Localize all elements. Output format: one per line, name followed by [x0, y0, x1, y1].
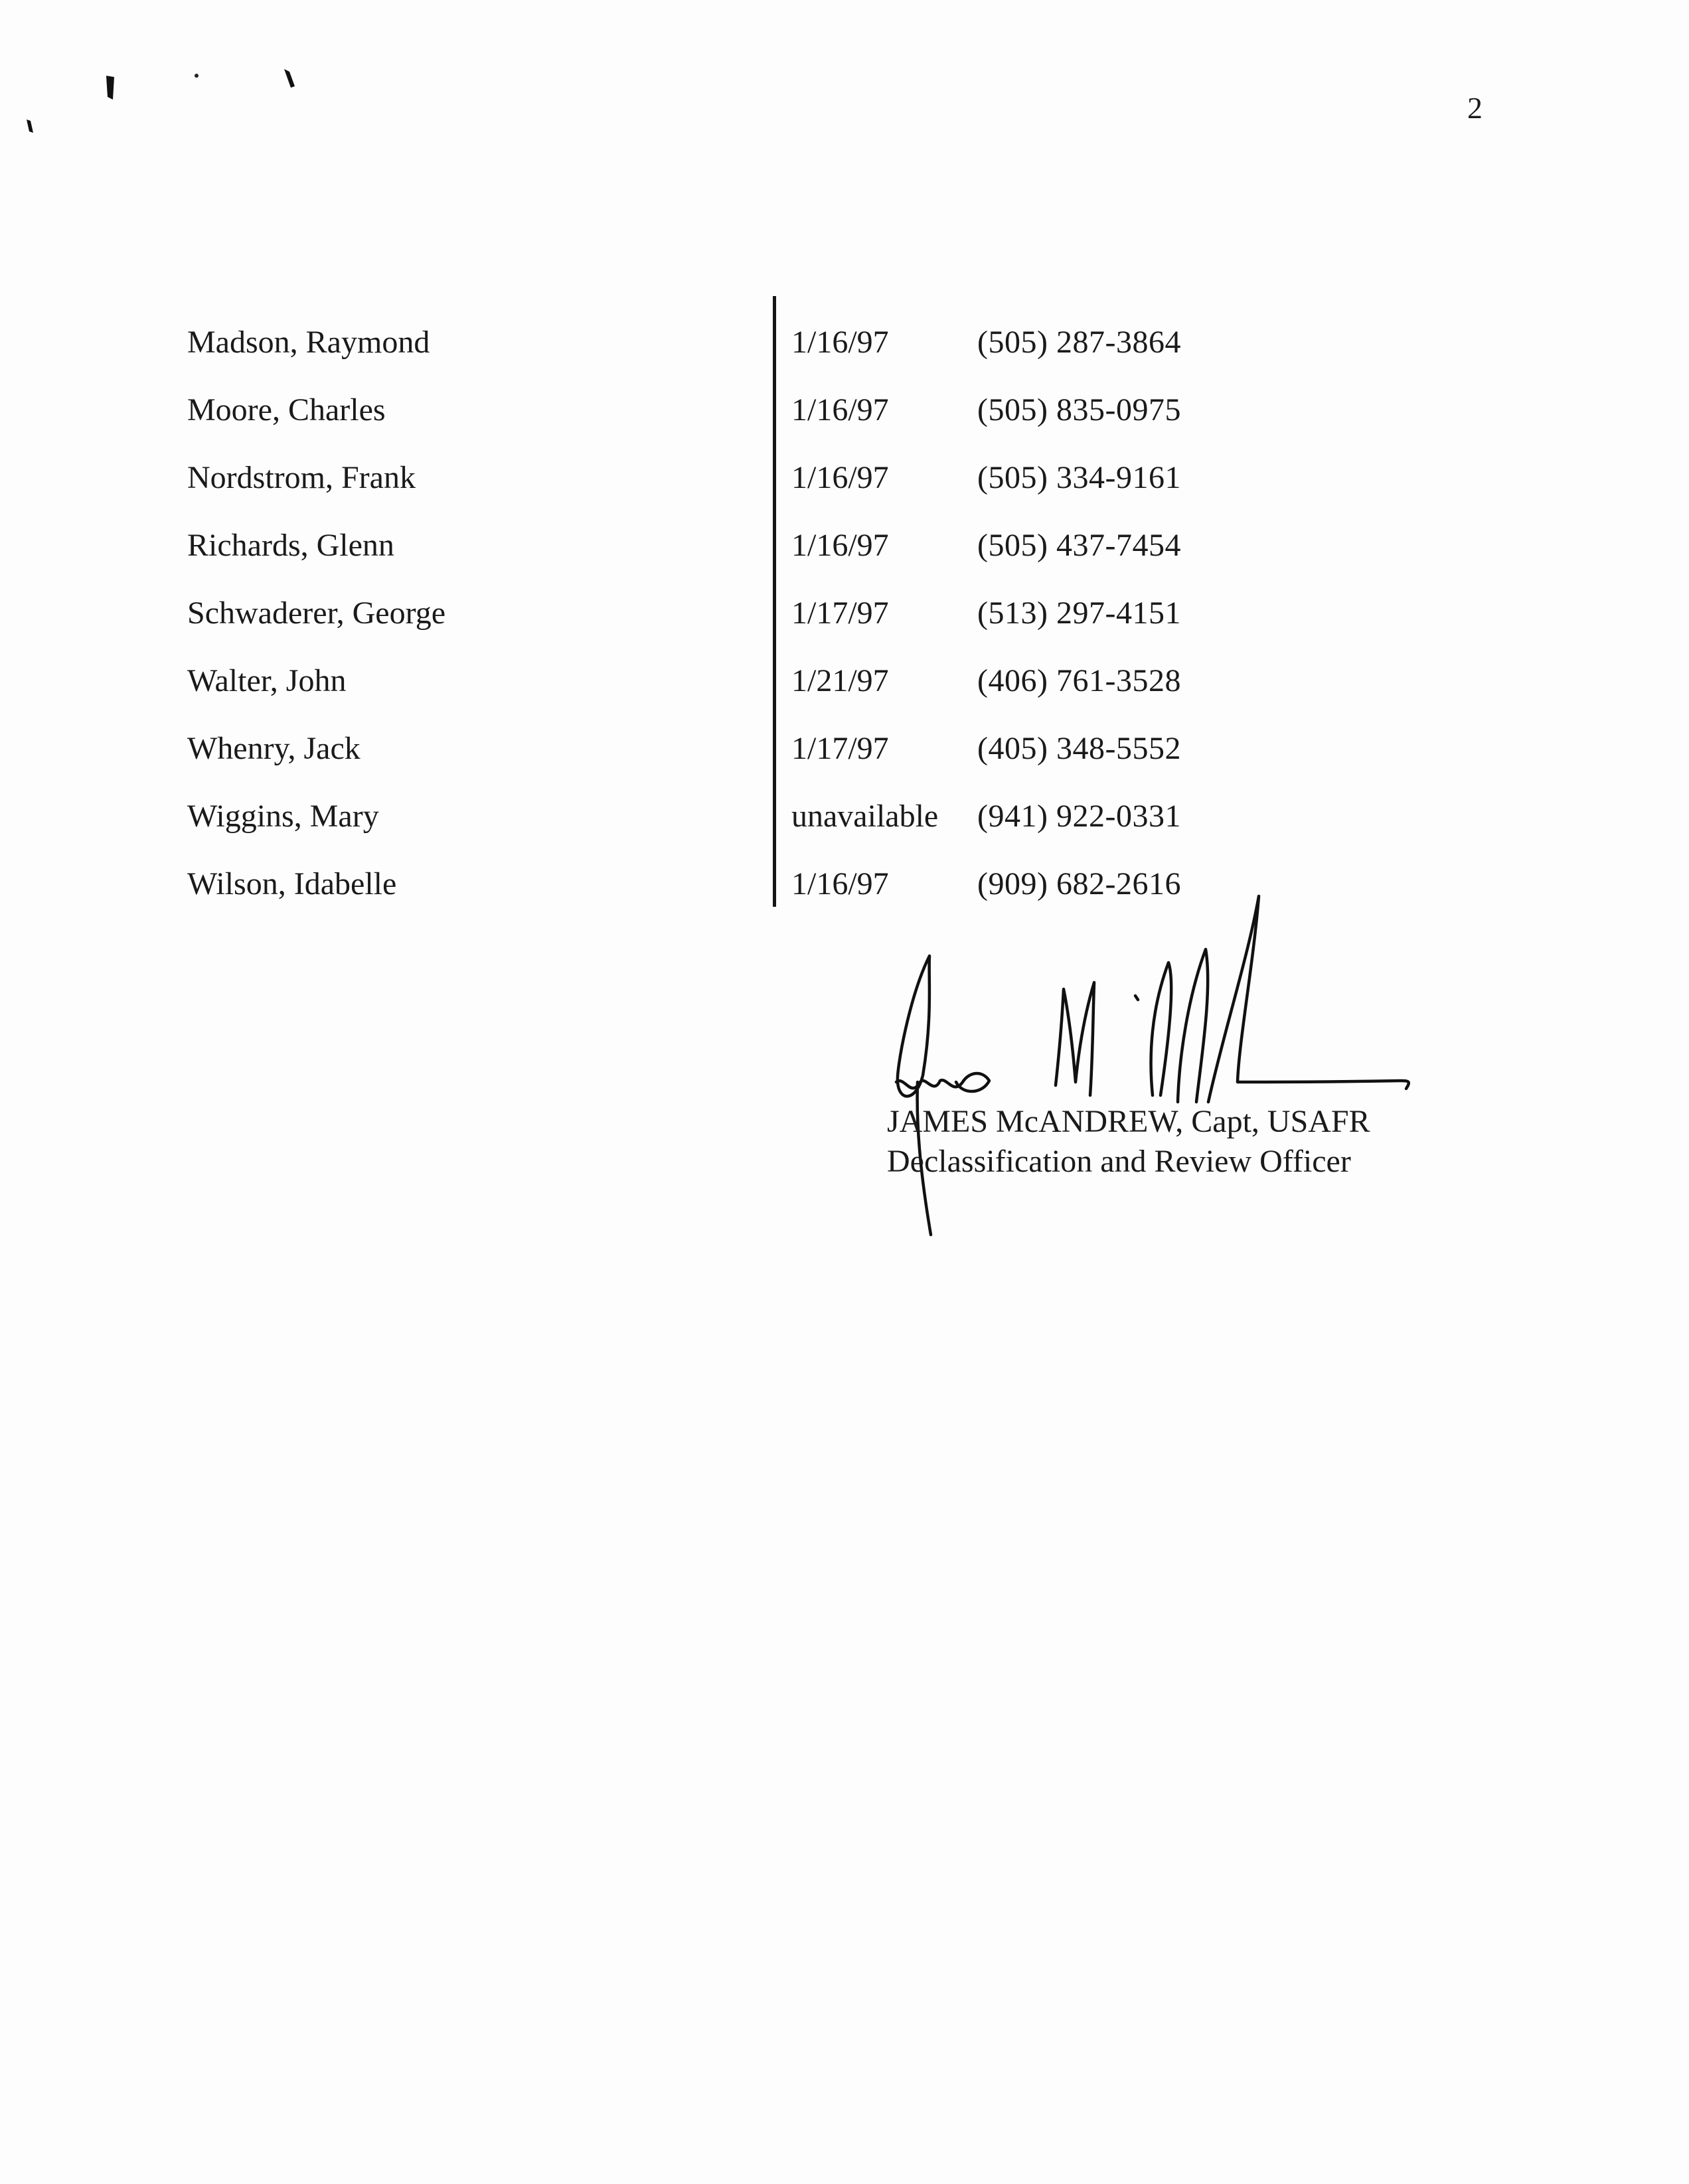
- contact-phone: (505) 287-3864: [977, 325, 1181, 360]
- contact-name: Nordstrom, Frank: [187, 460, 416, 495]
- signature-stroke-dot: [1135, 996, 1138, 1000]
- contact-name: Moore, Charles: [187, 392, 386, 428]
- signer-title: Declassification and Review Officer: [887, 1144, 1351, 1179]
- page-number: 2: [1467, 91, 1483, 125]
- speck-1: [106, 76, 114, 100]
- contact-phone: (941) 922-0331: [977, 799, 1181, 834]
- scan-specks: [0, 0, 332, 173]
- contact-date: 1/17/97: [791, 595, 889, 631]
- contact-phone: (505) 437-7454: [977, 528, 1181, 563]
- signature-stroke-tail: [1208, 896, 1409, 1102]
- contact-phone: (406) 761-3528: [977, 663, 1181, 698]
- speck-2: [284, 69, 295, 88]
- signature-stroke-a: [1178, 949, 1208, 1102]
- contact-phone: (505) 334-9161: [977, 460, 1181, 495]
- contact-name: Madson, Raymond: [187, 325, 430, 360]
- signer-name: JAMES McANDREW, Capt, USAFR: [887, 1104, 1370, 1139]
- signature-stroke-m: [1056, 982, 1094, 1095]
- handwritten-signature: [856, 883, 1434, 1255]
- contact-date: 1/16/97: [791, 866, 889, 901]
- contact-name: Whenry, Jack: [187, 731, 361, 766]
- contact-date: 1/16/97: [791, 325, 889, 360]
- contact-date: 1/16/97: [791, 460, 889, 495]
- contact-name: Wilson, Idabelle: [187, 866, 397, 901]
- contact-date: 1/16/97: [791, 392, 889, 428]
- contact-phone: (513) 297-4151: [977, 595, 1181, 631]
- signature-stroke-c: [1151, 963, 1172, 1095]
- contact-date: unavailable: [791, 799, 939, 834]
- signature-stroke-ames: [896, 1073, 989, 1091]
- contact-date: 1/16/97: [791, 528, 889, 563]
- contact-phone: (505) 835-0975: [977, 392, 1181, 428]
- contact-name: Wiggins, Mary: [187, 799, 379, 834]
- speck-4: [27, 119, 33, 133]
- speck-3: [195, 74, 199, 78]
- contact-date: 1/17/97: [791, 731, 889, 766]
- column-divider: [773, 296, 776, 907]
- contact-phone: (909) 682-2616: [977, 866, 1181, 901]
- contact-name: Richards, Glenn: [187, 528, 394, 563]
- signature-stroke-j: [898, 956, 929, 1096]
- contact-name: Walter, John: [187, 663, 347, 698]
- contact-date: 1/21/97: [791, 663, 889, 698]
- signature-block: [887, 1102, 1370, 1182]
- contact-name: Schwaderer, George: [187, 595, 446, 631]
- contact-phone: (405) 348-5552: [977, 731, 1181, 766]
